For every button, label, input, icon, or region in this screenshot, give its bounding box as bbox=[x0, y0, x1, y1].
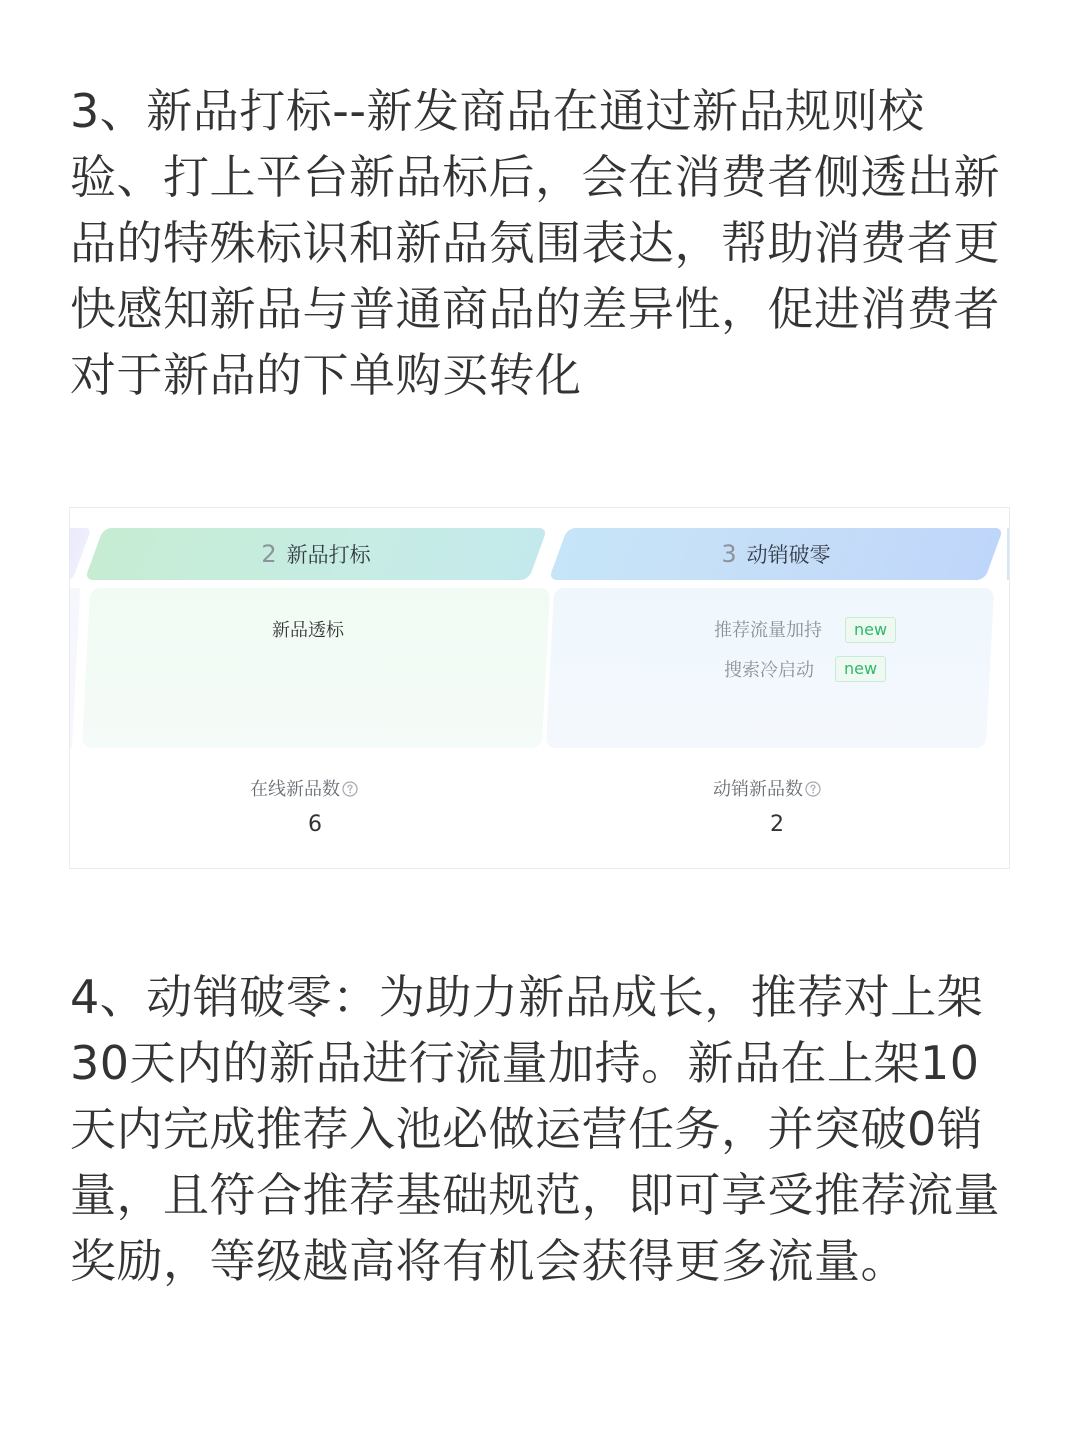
feature-search-cold-start: 搜索冷启动 bbox=[724, 660, 814, 681]
step-2-number: 2 bbox=[261, 540, 277, 568]
step-2-body bbox=[82, 588, 550, 748]
paragraph-new-product-tagging: 3、新品打标--新发商品在通过新品规则校验、打上平台新品标后，会在消费者侧透出新品的特殊标识和新品氛围表达，帮助消费者更快感知新品与普通商品的差异性，促进消费者对于新品的下单购买转化 bbox=[70, 84, 1000, 402]
step-3-title bbox=[558, 528, 994, 580]
online-new-products-label-text: 在线新品数 bbox=[250, 779, 340, 800]
feature-recommend-traffic: 推荐流量加持 bbox=[714, 620, 822, 641]
previous-step-body-edge bbox=[69, 588, 80, 748]
paragraph-sales-breakthrough: 4、动销破零：为助力新品成长，推荐对上架30天内的新品进行流量加持。新品在上架10天内完成推荐入池必做运营任务，并突破0销量，且符合推荐基础规范，即可享受推荐流量奖励，等级越高将有机会获得更多流量。 bbox=[70, 970, 1000, 1288]
new-badge: new bbox=[845, 617, 896, 643]
new-badge: new bbox=[835, 656, 886, 682]
new-product-tag-item: 新品透标 bbox=[272, 620, 344, 641]
question-circle-icon[interactable] bbox=[805, 781, 821, 797]
next-step-header-edge bbox=[1007, 528, 1010, 580]
moving-sales-new-products-label-text: 动销新品数 bbox=[713, 779, 803, 800]
step-3-number: 3 bbox=[721, 540, 737, 568]
step-2-title-text: 新品打标 bbox=[286, 543, 371, 567]
online-new-products-label bbox=[250, 775, 358, 801]
online-new-products-value: 6 bbox=[308, 812, 322, 837]
step-2-title bbox=[94, 528, 538, 580]
new-product-growth-panel bbox=[69, 507, 1010, 869]
question-circle-icon[interactable] bbox=[342, 781, 358, 797]
moving-sales-new-products-label bbox=[713, 775, 821, 801]
moving-sales-new-products-value: 2 bbox=[770, 812, 784, 837]
step-3-title-text: 动销破零 bbox=[746, 543, 831, 567]
